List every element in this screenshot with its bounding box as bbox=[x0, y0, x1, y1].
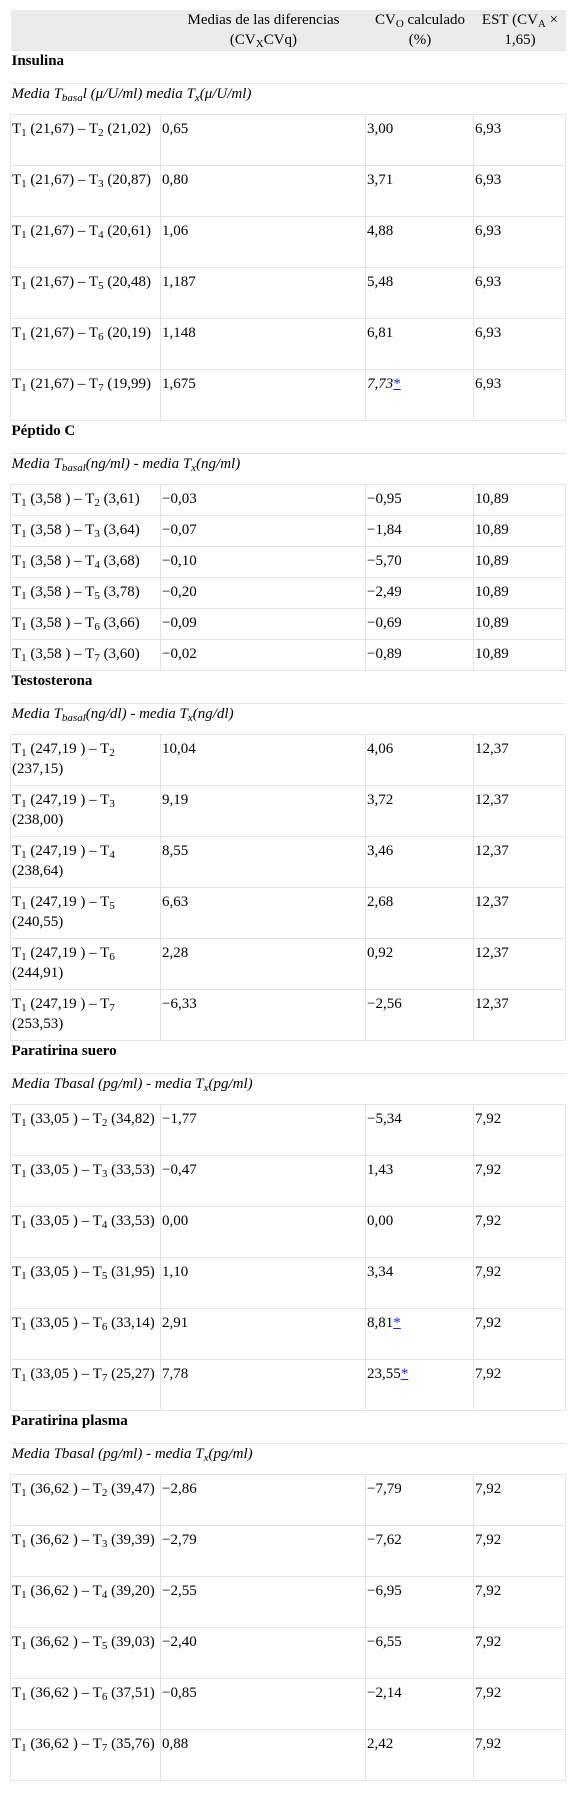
est-cell: 7,92 bbox=[474, 1207, 566, 1258]
cvo-cell: −2,49 bbox=[366, 578, 474, 609]
cvo-cell: 3,34 bbox=[366, 1258, 474, 1309]
est-cell: 10,89 bbox=[474, 516, 566, 547]
comparison-cell: $T_1$ (33,05 ) – $T_6$ (33,14) bbox=[11, 1309, 161, 1360]
header-blank bbox=[11, 10, 161, 51]
table-row bbox=[11, 578, 566, 609]
comparison-cell: $T_1$ $(21,67) - T_4$ (20,61) bbox=[11, 217, 161, 268]
cvo-cell: 3,46 bbox=[366, 837, 474, 888]
mean-difference-cell: 0,80 bbox=[161, 166, 366, 217]
table-row bbox=[11, 1207, 566, 1258]
mean-difference-cell: −2,79 bbox=[161, 1526, 366, 1577]
comparison-cell: $T_1$ $(21,67) - T_3$ (20,87) bbox=[11, 166, 161, 217]
cvo-cell: −7,79 bbox=[366, 1475, 474, 1526]
cvo-cell: −5,34 bbox=[366, 1105, 474, 1156]
section-title-row bbox=[11, 671, 566, 704]
section-subheading-row bbox=[11, 1444, 566, 1475]
table-row bbox=[11, 837, 566, 888]
comparison-cell: $T_1$ $(21,67) - T_5$ (20,48) bbox=[11, 268, 161, 319]
mean-difference-cell: 8,55 bbox=[161, 837, 366, 888]
est-cell: 7,92 bbox=[474, 1628, 566, 1679]
section-subheading: Media Tbasal (pg/ml) - media $T_x(pg/ml)$ bbox=[11, 1074, 566, 1105]
table-body bbox=[11, 51, 566, 1781]
cvo-cell: −7,62 bbox=[366, 1526, 474, 1577]
cvo-cell: −0,89 bbox=[366, 640, 474, 671]
header-cvo-line1: $CV_O$ calculado bbox=[374, 12, 465, 30]
table-row bbox=[11, 1475, 566, 1526]
section-title-row bbox=[11, 51, 566, 84]
cvo-cell: −0,69 bbox=[366, 609, 474, 640]
table-row bbox=[11, 1577, 566, 1628]
est-cell: 6,93 bbox=[474, 115, 566, 166]
mean-difference-cell: −0,03 bbox=[161, 485, 366, 516]
mean-difference-cell: −0,07 bbox=[161, 516, 366, 547]
mean-difference-cell: 1,675 bbox=[161, 370, 366, 421]
footnote-link[interactable]: * bbox=[393, 376, 401, 392]
table-row bbox=[11, 786, 566, 837]
table-row bbox=[11, 485, 566, 516]
header-cvo-line2: (%) bbox=[408, 32, 432, 48]
est-cell: 12,37 bbox=[474, 735, 566, 786]
table-row bbox=[11, 1628, 566, 1679]
comparison-cell: $T_1$ (247,19 ) – $T_5$ (240,55) bbox=[11, 888, 161, 939]
mean-difference-cell: 1,187 bbox=[161, 268, 366, 319]
table-row bbox=[11, 1526, 566, 1577]
comparison-cell: $T_1$ (36,62 ) – $T_6$ (37,51) bbox=[11, 1679, 161, 1730]
table-row bbox=[11, 115, 566, 166]
cvo-cell: 4,88 bbox=[366, 217, 474, 268]
cvo-cell: 6,81 bbox=[366, 319, 474, 370]
header-mean-line1: Medias de las diferencias bbox=[187, 12, 340, 28]
est-cell: 12,37 bbox=[474, 939, 566, 990]
cvo-cell: 1,43 bbox=[366, 1156, 474, 1207]
comparison-cell: $T_1$ (36,62 ) – $T_4$ (39,20) bbox=[11, 1577, 161, 1628]
section-subheading: Media $T_{basal}(ng/dl)$ - media $T_x(ng/dl)$ bbox=[11, 704, 566, 735]
table-row bbox=[11, 609, 566, 640]
mean-difference-cell: 2,91 bbox=[161, 1309, 366, 1360]
comparison-cell: $T_1$ (3,58 ) – $T_2$ (3,61) bbox=[11, 485, 161, 516]
section-title: Testosterona bbox=[11, 671, 566, 704]
est-cell: 7,92 bbox=[474, 1309, 566, 1360]
cvo-cell: 3,00 bbox=[366, 115, 474, 166]
cvo-cell: 2,68 bbox=[366, 888, 474, 939]
table-row bbox=[11, 1156, 566, 1207]
mean-difference-cell: −0,85 bbox=[161, 1679, 366, 1730]
mean-difference-cell: −0,09 bbox=[161, 609, 366, 640]
est-cell: 12,37 bbox=[474, 990, 566, 1041]
comparison-cell: $T_1$ (36,62 ) – $T_2$ (39,47) bbox=[11, 1475, 161, 1526]
mean-difference-cell: 6,63 bbox=[161, 888, 366, 939]
table-row bbox=[11, 939, 566, 990]
footnote-link[interactable]: * bbox=[400, 1366, 409, 1382]
mean-difference-cell: 10,04 bbox=[161, 735, 366, 786]
est-cell: 7,92 bbox=[474, 1679, 566, 1730]
table-row bbox=[11, 1360, 566, 1411]
table-row bbox=[11, 516, 566, 547]
mean-difference-cell: 1,06 bbox=[161, 217, 366, 268]
est-cell: 6,93 bbox=[474, 319, 566, 370]
cvo-cell: −2,56 bbox=[366, 990, 474, 1041]
mean-difference-cell: 7,78 bbox=[161, 1360, 366, 1411]
mean-difference-cell: −0,20 bbox=[161, 578, 366, 609]
section-subheading: Media $T_{basa}l$ (μ/U/ml) media $T_x(\mu/U/ml)$ bbox=[11, 84, 566, 115]
data-table bbox=[10, 10, 566, 1781]
mean-difference-cell: 1,10 bbox=[161, 1258, 366, 1309]
cvo-cell: 0,00 bbox=[366, 1207, 474, 1258]
comparison-cell: $T_1$ (3,58 ) – $T_7$ (3,60) bbox=[11, 640, 161, 671]
mean-difference-cell: 0,88 bbox=[161, 1730, 366, 1781]
cvo-cell: 23,55* bbox=[366, 1360, 474, 1411]
section-title-row bbox=[11, 421, 566, 454]
section-title: Insulina bbox=[11, 51, 566, 84]
cvo-cell: 5,48 bbox=[366, 268, 474, 319]
est-cell: 6,93 bbox=[474, 217, 566, 268]
comparison-cell: $T_1$ (3,58 ) – $T_5$ (3,78) bbox=[11, 578, 161, 609]
header-cvo-calculated bbox=[366, 10, 474, 51]
section-title: Paratirina plasma bbox=[11, 1411, 566, 1444]
comparison-cell: $T_1$ $(21,67) - T_6$ (20,19) bbox=[11, 319, 161, 370]
comparison-cell: $T_1$ (36,62 ) – $T_7$ (35,76) bbox=[11, 1730, 161, 1781]
table-row bbox=[11, 1258, 566, 1309]
cvo-cell: −5,70 bbox=[366, 547, 474, 578]
header-est-line2: 1,65) bbox=[504, 32, 536, 48]
est-cell: 12,37 bbox=[474, 786, 566, 837]
header-mean-line2: $(CV_XCVq)$ bbox=[229, 32, 298, 50]
header-row bbox=[11, 10, 566, 51]
est-cell: 7,92 bbox=[474, 1526, 566, 1577]
cvo-cell: −2,14 bbox=[366, 1679, 474, 1730]
comparison-cell: $T_1$ (247,19 ) – $T_7$ (253,53) bbox=[11, 990, 161, 1041]
cvo-cell: −6,55 bbox=[366, 1628, 474, 1679]
comparison-cell: $T_1$ $(21,67) - T_7$ (19,99) bbox=[11, 370, 161, 421]
table-row bbox=[11, 735, 566, 786]
table-row bbox=[11, 217, 566, 268]
est-cell: 10,89 bbox=[474, 609, 566, 640]
cvo-cell: 2,42 bbox=[366, 1730, 474, 1781]
mean-difference-cell: −0,47 bbox=[161, 1156, 366, 1207]
table-row bbox=[11, 166, 566, 217]
comparison-cell: $T_1$ (33,05 ) – $T_2$ (34,82) bbox=[11, 1105, 161, 1156]
table-row bbox=[11, 547, 566, 578]
cvo-cell: 7,73* bbox=[366, 370, 474, 421]
table-row bbox=[11, 990, 566, 1041]
mean-difference-cell: −0,02 bbox=[161, 640, 366, 671]
mean-difference-cell: 0,00 bbox=[161, 1207, 366, 1258]
section-subheading: Media $T_{basal}(ng/ml)$ - media $T_x(ng/ml)$ bbox=[11, 454, 566, 485]
comparison-cell: $T_1$ (33,05 ) – $T_4$ (33,53) bbox=[11, 1207, 161, 1258]
comparison-cell: $T_1$ (33,05 ) – $T_3$ (33,53) bbox=[11, 1156, 161, 1207]
cvo-cell: 0,92 bbox=[366, 939, 474, 990]
cvo-cell: 3,72 bbox=[366, 786, 474, 837]
est-cell: 7,92 bbox=[474, 1105, 566, 1156]
est-cell: 7,92 bbox=[474, 1577, 566, 1628]
cvo-cell: −6,95 bbox=[366, 1577, 474, 1628]
mean-difference-cell: −2,40 bbox=[161, 1628, 366, 1679]
est-cell: 6,93 bbox=[474, 370, 566, 421]
comparison-cell: $T_1$ (36,62 ) – $T_5$ (39,03) bbox=[11, 1628, 161, 1679]
est-cell: 7,92 bbox=[474, 1360, 566, 1411]
mean-difference-cell: −0,10 bbox=[161, 547, 366, 578]
mean-difference-cell: −2,86 bbox=[161, 1475, 366, 1526]
section-title: Péptido C bbox=[11, 421, 566, 454]
header-est bbox=[474, 10, 566, 51]
mean-difference-cell: 0,65 bbox=[161, 115, 366, 166]
cvo-cell: −0,95 bbox=[366, 485, 474, 516]
cvo-cell: −1,84 bbox=[366, 516, 474, 547]
est-cell: 7,92 bbox=[474, 1475, 566, 1526]
table-row bbox=[11, 370, 566, 421]
comparison-cell: $T_1$ (36,62 ) – $T_3$ (39,39) bbox=[11, 1526, 161, 1577]
mean-difference-cell: −2,55 bbox=[161, 1577, 366, 1628]
section-subheading-row bbox=[11, 84, 566, 115]
cvo-cell: 8,81* bbox=[366, 1309, 474, 1360]
section-subheading-row bbox=[11, 1074, 566, 1105]
est-cell: 6,93 bbox=[474, 268, 566, 319]
comparison-cell: $T_1$ $(21,67) - T_2$ (21,02) bbox=[11, 115, 161, 166]
est-cell: 12,37 bbox=[474, 837, 566, 888]
table-row bbox=[11, 640, 566, 671]
header-est-line1: EST ($CV_A$ × bbox=[481, 12, 559, 30]
comparison-cell: $T_1$ (247,19 ) – $T_4$ (238,64) bbox=[11, 837, 161, 888]
est-cell: 7,92 bbox=[474, 1156, 566, 1207]
table-row bbox=[11, 319, 566, 370]
est-cell: 10,89 bbox=[474, 578, 566, 609]
cvo-cell: 4,06 bbox=[366, 735, 474, 786]
comparison-cell: $T_1$ (3,58 ) – $T_4$ (3,68) bbox=[11, 547, 161, 578]
est-cell: 6,93 bbox=[474, 166, 566, 217]
mean-difference-cell: 2,28 bbox=[161, 939, 366, 990]
table-row bbox=[11, 1309, 566, 1360]
section-title-row bbox=[11, 1041, 566, 1074]
est-cell: 12,37 bbox=[474, 888, 566, 939]
section-subheading: Media Tbasal (pg/ml) - media $T_x(pg/ml)$ bbox=[11, 1444, 566, 1475]
table-row bbox=[11, 888, 566, 939]
mean-difference-cell: 1,148 bbox=[161, 319, 366, 370]
est-cell: 7,92 bbox=[474, 1258, 566, 1309]
est-cell: 10,89 bbox=[474, 485, 566, 516]
est-cell: 7,92 bbox=[474, 1730, 566, 1781]
section-subheading-row bbox=[11, 704, 566, 735]
section-subheading-row bbox=[11, 454, 566, 485]
footnote-link[interactable]: * bbox=[393, 1315, 401, 1331]
comparison-cell: $T_1$ (247,19 ) – $T_3$ (238,00) bbox=[11, 786, 161, 837]
mean-difference-cell: −6,33 bbox=[161, 990, 366, 1041]
comparison-cell: $T_1$ (3,58 ) – $T_3$ (3,64) bbox=[11, 516, 161, 547]
comparison-cell: $T_1$ (247,19 ) – $T_2$ (237,15) bbox=[11, 735, 161, 786]
comparison-cell: $T_1$ (33,05 ) – $T_7$ (25,27) bbox=[11, 1360, 161, 1411]
comparison-cell: $T_1$ (247,19 ) – $T_6$ (244,91) bbox=[11, 939, 161, 990]
table-row bbox=[11, 1730, 566, 1781]
mean-difference-cell: −1,77 bbox=[161, 1105, 366, 1156]
section-title: Paratirina suero bbox=[11, 1041, 566, 1074]
header-mean-differences bbox=[161, 10, 366, 51]
cvo-cell: 3,71 bbox=[366, 166, 474, 217]
comparison-cell: $T_1$ (33,05 ) – $T_5$ (31,95) bbox=[11, 1258, 161, 1309]
section-title-row bbox=[11, 1411, 566, 1444]
comparison-cell: $T_1$ (3,58 ) – $T_6$ (3,66) bbox=[11, 609, 161, 640]
table-row bbox=[11, 268, 566, 319]
est-cell: 10,89 bbox=[474, 547, 566, 578]
est-cell: 10,89 bbox=[474, 640, 566, 671]
table-row bbox=[11, 1105, 566, 1156]
mean-difference-cell: 9,19 bbox=[161, 786, 366, 837]
table-row bbox=[11, 1679, 566, 1730]
